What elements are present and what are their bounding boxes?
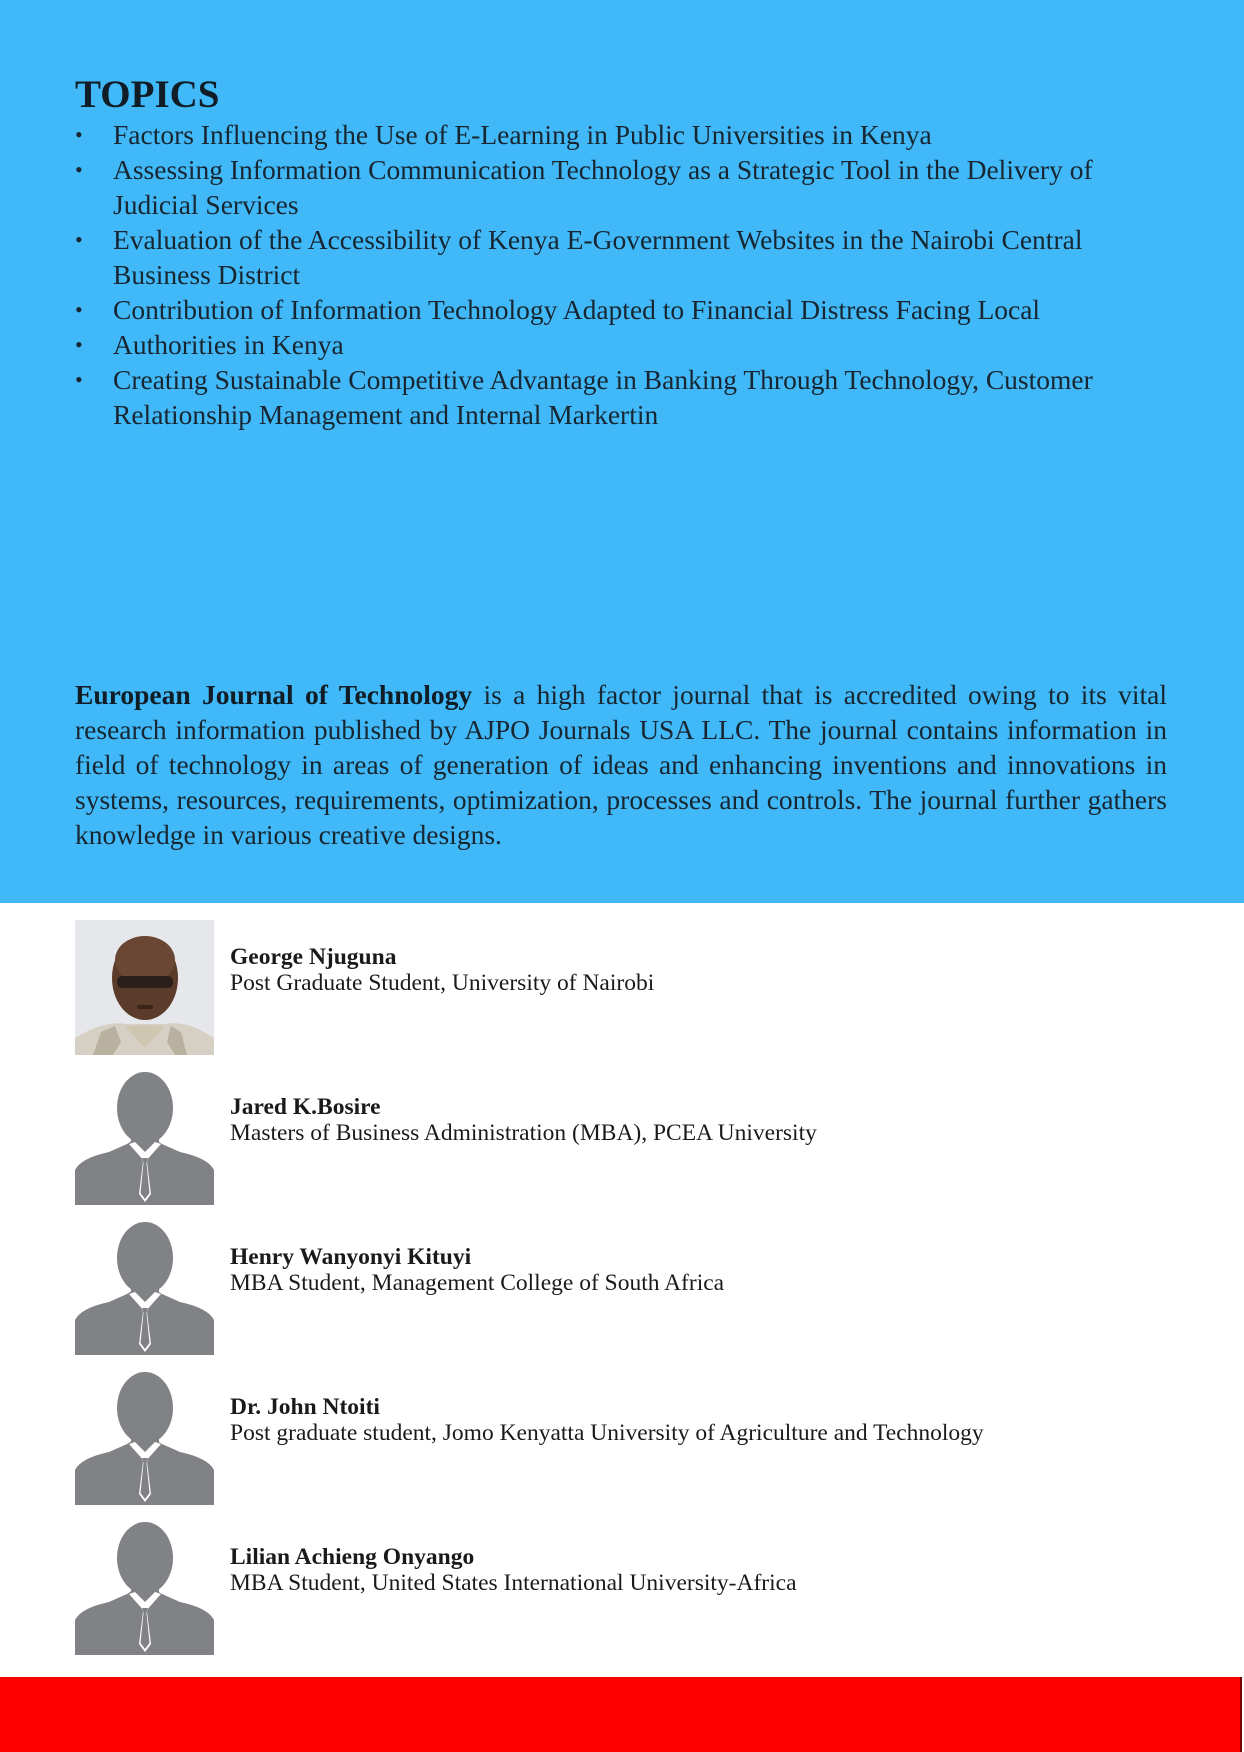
silhouette-icon (75, 1070, 214, 1205)
silhouette-icon (75, 1370, 214, 1505)
silhouette-icon (75, 1220, 214, 1355)
author-affiliation: MBA Student, United States International University-Africa (230, 1570, 797, 1596)
author-affiliation: Masters of Business Administration (MBA), PCEA University (230, 1120, 817, 1146)
author-name: Dr. John Ntoiti (230, 1394, 380, 1420)
author-affiliation: Post Graduate Student, University of Nairobi (230, 970, 655, 996)
author-card (75, 920, 1175, 1055)
bullet-icon: • (75, 297, 83, 322)
bullet-icon: • (75, 332, 83, 357)
author-affiliation: MBA Student, Management College of South Africa (230, 1270, 725, 1296)
author-name: Lilian Achieng Onyango (230, 1544, 475, 1570)
author-card (75, 1220, 1175, 1355)
topic-item: • Assessing Information Communication Technology as a Strategic Tool in the Delivery of Judicial Services (75, 154, 1093, 220)
silhouette-icon (75, 1520, 214, 1655)
topic-item: • Creating Sustainable Competitive Advantage in Banking Through Technology, Customer Relationship Management and Internal Markertin (75, 364, 1093, 430)
bullet-icon: • (75, 122, 83, 147)
author-list (75, 920, 1175, 1670)
topic-item: • Evaluation of the Accessibility of Kenya E-Government Websites in the Nairobi Central Business District (75, 224, 1083, 290)
topics-title: TOPICS (75, 73, 220, 116)
journal-description (75, 677, 1167, 852)
author-card (75, 1070, 1175, 1205)
author-name: Jared K.Bosire (230, 1094, 381, 1120)
topic-item: • Contribution of Information Technology Adapted to Financial Distress Facing Local (75, 294, 1041, 325)
author-name: Henry Wanyonyi Kituyi (230, 1244, 472, 1270)
author-card (75, 1520, 1175, 1655)
journal-description-text: is a high factor journal that is accredited owing to its vital research information published by AJPO Journals USA LLC. The journal contains information in field of technology in areas of generation of ideas and enhancing inventions and innovations in systems, resources, requirements, optimization, processes and controls. The journal further gathers knowledge in various creative designs. (75, 679, 1167, 850)
author-affiliation: Post graduate student, Jomo Kenyatta University of Agriculture and Technology (230, 1420, 984, 1446)
bullet-icon: • (75, 157, 83, 182)
topic-item: • Authorities in Kenya (75, 329, 344, 360)
author-photo (75, 920, 214, 1055)
author-name: George Njuguna (230, 944, 397, 970)
bullet-icon: • (75, 227, 83, 252)
topic-item: • Factors Influencing the Use of E-Learning in Public Universities in Kenya (75, 119, 932, 150)
author-card (75, 1370, 1175, 1505)
footer-bar (0, 1677, 1242, 1752)
bullet-icon: • (75, 367, 83, 392)
topics-list (75, 117, 1185, 432)
journal-name: European Journal of Technology (75, 679, 473, 710)
